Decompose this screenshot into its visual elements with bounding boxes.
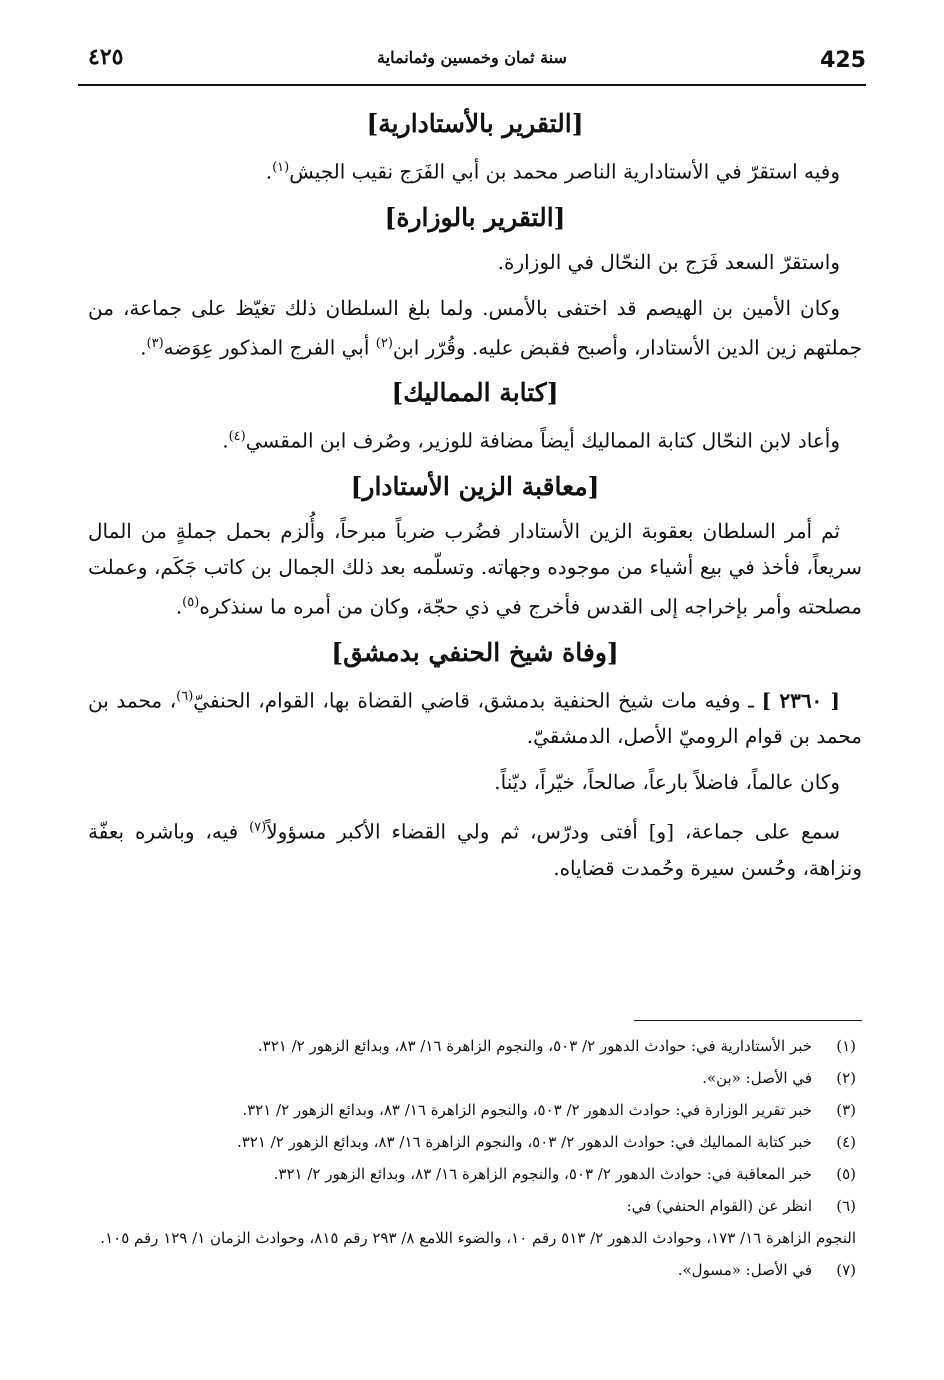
footnote-number: (٤) — [836, 1133, 856, 1151]
page-header — [78, 40, 866, 86]
footnote — [98, 1254, 856, 1286]
main-text — [88, 106, 862, 896]
footnote — [98, 1030, 856, 1062]
footnote-text: خبر المعاقبة في: حوادث الدهور ٢/ ٥٠٣، والنجوم الزاهرة ١٦/ ٨٣، وبدائع الزهور ٢/ ٣٢١. — [273, 1165, 812, 1183]
footnote — [98, 1094, 856, 1126]
footnote-ref[interactable]: (٢) — [375, 335, 393, 351]
footnote-ref[interactable]: (٣) — [146, 335, 164, 351]
section-heading: [وفاة شيخ الحنفي بدمشق] — [331, 637, 619, 667]
footnote-text: في الأصل: «مسول». — [677, 1261, 812, 1279]
footnote-number: (٥) — [836, 1165, 856, 1183]
footnote-number: (٧) — [836, 1261, 856, 1279]
footnote-text: النجوم الزاهرة ١٦/ ١٧٣، وحوادث الدهور ٢/ ٥١٣ رقم ١٠، والضوء اللامع ٨/ ٢٩٣ رقم ٨١٥، وحوادث الزمان ١/ ١٢٩ رقم ١٠٥. — [100, 1229, 856, 1247]
page-number-arabic: ٤٢٥ — [88, 44, 124, 70]
entry-number: [ ٢٣٦٠ ] — [761, 688, 840, 713]
footnote-text: خبر كتابة المماليك في: حوادث الدهور ٢/ ٥٠٣، والنجوم الزاهرة ١٦/ ٨٣، وبدائع الزهور ٢/ ٣٢١. — [236, 1133, 812, 1151]
page-number-latin: 425 — [820, 48, 866, 73]
section-heading: [التقرير بالأستادارية] — [366, 109, 584, 138]
footnote — [98, 1158, 856, 1190]
paragraph: وفيه استقرّ في الأستادارية الناصر محمد بن أبي الفَرَج نقيب الجيش$^{(١)}$. — [265, 159, 840, 184]
header-rule — [78, 84, 866, 86]
footnotes — [98, 1030, 856, 1286]
footnote-number: (٦) — [836, 1197, 856, 1215]
footnote-number: (١) — [836, 1037, 856, 1055]
footnote-text: خبر تقرير الوزارة في: حوادث الدهور ٢/ ٥٠٣، والنجوم الزاهرة ١٦/ ٨٣، وبدائع الزهور ٢/ ٣٢١. — [242, 1101, 812, 1119]
footnote-text: انظر عن (القوام الحنفي) في: — [626, 1197, 812, 1215]
running-title: سنة ثمان وخمسين وثمانماية — [377, 48, 567, 67]
footnote-ref[interactable]: (٥) — [182, 594, 200, 610]
paragraph: وكان عالماً، فاضلاً بارعاً، صالحاً، خيّراً، ديّناً. — [494, 770, 840, 795]
footnote-ref[interactable]: (٤) — [228, 429, 246, 445]
footnote-continuation — [98, 1222, 856, 1254]
paragraph: سمع على جماعة، [و] أفتى ودرّس، ثم ولي القضاء الأكبر مسؤولاً$^{(٧)}$ فيه، وباشره بعفّة ونزاهة، وحُسن سيرة وحُمدت قضاياه. — [88, 819, 862, 880]
footnote-text: خبر الأستادارية في: حوادث الدهور ٢/ ٥٠٣، والنجوم الزاهرة ١٦/ ٨٣، وبدائع الزهور ٢/ ٣٢١. — [257, 1037, 812, 1055]
section-heading: [كتابة المماليك] — [391, 378, 559, 408]
footnote — [98, 1126, 856, 1158]
paragraph: واستقرّ السعد فَرَج بن النحّال في الوزارة. — [497, 249, 840, 274]
paragraph: وكان الأمين بن الهيصم قد اختفى بالأمس. ولما بلغ السلطان ذلك تغيّظ على جماعة، من جملتهم زين الدين الأستادار، وأصبح فقبض عليه. وقُرّر ابن$^{(٢)}$ أبي الفرج المذكور عِوَضه$^{(٣)}$. — [88, 295, 862, 360]
footnote-ref[interactable]: (١) — [272, 160, 290, 175]
section-heading: [معاقبة الزين الأستادار] — [350, 471, 600, 501]
footnote-number: (٢) — [836, 1069, 856, 1087]
footnote-text: في الأصل: «بن». — [702, 1069, 812, 1087]
footnote-rule — [634, 1020, 862, 1021]
paragraph: ثم أمر السلطان بعقوبة الزين الأستادار فضُرب ضرباً مبرحاً، وأُلزم بحمل جملةٍ من المال سريعاً، فأخذ في بيع أشياء من موجوده وجهاته. وتسلّمه بعد ذلك الجمال بن كاتب جَكَم، وعملت مصلحته وأمر بإخراجه إلى القدس فأخرج في ذي حجّة، وكان من أمره ما سنذكره$^{(٥)}$. — [88, 518, 862, 619]
footnote — [98, 1190, 856, 1222]
footnote — [98, 1062, 856, 1094]
footnote-number: (٣) — [836, 1101, 856, 1119]
footnote-ref[interactable]: (٧) — [249, 820, 267, 836]
footnote-ref[interactable]: (٦) — [176, 688, 194, 704]
paragraph: وأعاد لابن النحّال كتابة المماليك أيضاً مضافة للوزير، وصُرف ابن المقسي$^{(٤)}$. — [222, 428, 840, 453]
section-heading: [التقرير بالوزارة] — [384, 202, 566, 232]
biography-entry: [ ٢٣٦٠ ] ـ وفيه مات شيخ الحنفية بدمشق، قاضي القضاة بها، القوام، الحنفيّ$^{(٦)}$، محمد بن محمد بن قوام الروميّ الأصل، الدمشقيّ. — [88, 688, 862, 749]
